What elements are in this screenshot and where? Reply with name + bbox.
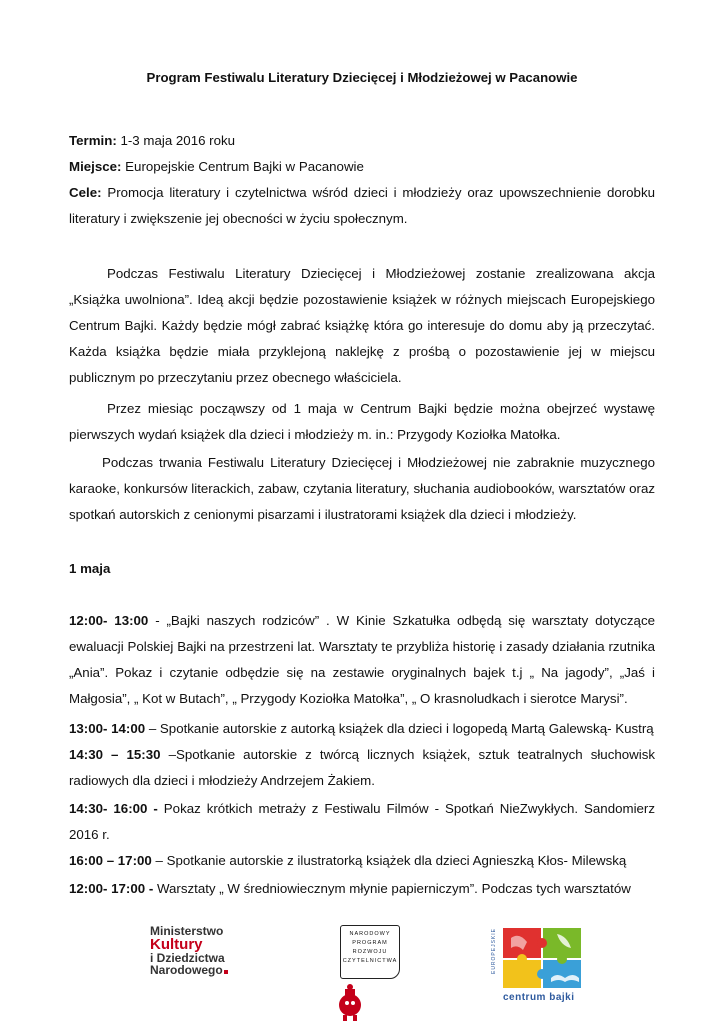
event-text: Warsztaty „ W średniowiecznym młynie papierniczym”. Podczas tych warsztatów	[153, 881, 631, 896]
event-item	[69, 742, 655, 794]
miejsce-line	[69, 154, 655, 180]
day-heading: 1 maja	[69, 561, 111, 576]
event-text: – Spotkanie autorskie z ilustratorką książek dla dzieci Agnieszką Kłos- Milewską	[151, 853, 627, 868]
logo-line: Kultury	[150, 936, 203, 953]
event-time: 12:00- 13:00	[69, 613, 149, 628]
paragraph-ksiazka-uwolniona: Podczas Festiwalu Literatury Dziecięcej i Młodzieżowej zostanie zrealizowana akcja „Książka uwolniona”. Ideą akcji będzie pozostawienie książek w różnych miejscach Europejskiego Centrum Bajki. Każdy będzie mógł zabrać książkę która go interesuje do domu aby ją przeczytać. Każda książka będzie miała przyklejoną naklejkę z prośbą o pozostawienie jej w miejscu publicznym po przeczytaniu przez obecnego właściciela.	[69, 266, 655, 385]
puzzle-icon	[501, 926, 585, 990]
logo-speech-bubble	[340, 925, 400, 979]
event-item	[69, 608, 655, 712]
figure-icon	[336, 979, 376, 1021]
paragraph-atrakcje: Podczas trwania Festiwalu Literatury Dziecięcej i Młodzieżowej nie zabraknie muzycznego karaoke, konkursów literackich, zabaw, czytania literatury, słuchania audiobooków, warsztatów oraz spotkań autorskich z cenionymi pisarzami i ilustratorami książek dla dzieci i młodzieży.	[69, 455, 655, 522]
event-text: –Spotkanie autorskie z twórcą licznych książek, sztuk teatralnych słuchowisk radiowych dla dzieci i młodzieży Andrzejem Żakiem.	[69, 747, 655, 788]
narodowy-program-rozwoju-czytelnictwa-logo	[336, 925, 416, 1021]
logo-line: Ministerstwo	[150, 924, 224, 938]
event-time: 12:00- 17:00 -	[69, 881, 154, 896]
event-item	[69, 876, 655, 902]
centrum-bajki-logo	[491, 922, 595, 1014]
cele-label: Cele:	[69, 185, 102, 200]
miejsce-label: Miejsce:	[69, 159, 122, 174]
event-time: 14:30- 16:00 -	[69, 801, 158, 816]
logo-label: centrum bajki	[503, 992, 575, 1003]
event-time: 16:00 – 17:00	[69, 853, 152, 868]
event-item	[69, 716, 655, 742]
event-time: 13:00- 14:00	[69, 721, 146, 736]
event-text: - „Bajki naszych rodziców” . W Kinie Szkatułka odbędą się warsztaty dotyczące ewaluacji Polskiej Bajki na przestrzeni lat. Warsztaty te przybliża historię i zasady działania rzutnika „Ania”. Pokaz i czytanie odbędzie się na zestawie oryginalnych bajek t.j „ Na jagody”, „Jaś i Małgosia”, „ Kot w Butach”, „ Przygody Koziołka Matołka”, „ O krasnoludkach i sierotce Marysi”.	[69, 613, 655, 706]
logo-line: Narodowego	[150, 964, 250, 976]
logo-line: CZYTELNICTWA	[342, 958, 398, 964]
event-text: – Spotkanie autorskie z autorką książek dla dzieci i logopedą Martą Galewską- Kustrą	[145, 721, 654, 736]
logo-line: PROGRAM	[352, 940, 388, 946]
event-item	[69, 848, 655, 874]
cele-paragraph	[69, 180, 655, 232]
cele-value: Promocja literatury i czytelnictwa wśród dzieci i młodzieży oraz upowszechnienie dorobku literatury i zwiększenie jej obecności w życiu społecznym.	[69, 185, 655, 226]
logo-line: NARODOWY	[349, 931, 391, 937]
event-time: 14:30 – 15:30	[69, 747, 161, 762]
logo-line: i Dziedzictwa	[150, 951, 225, 965]
event-text: Pokaz krótkich metraży z Festiwalu Filmów - Spotkań NieZwykłych. Sandomierz 2016 r.	[69, 801, 655, 842]
ministerstwo-kultury-logo	[150, 925, 250, 985]
termin-line	[69, 128, 655, 154]
miejsce-value: Europejskie Centrum Bajki w Pacanowie	[121, 159, 364, 174]
logo-vertical-text: EUROPEJSKIE	[491, 928, 497, 975]
paragraph-wystawa: Przez miesiąc począwszy od 1 maja w Centrum Bajki będzie można obejrzeć wystawę pierwszych wydań książek dla dzieci i młodzieży m. in.: Przygody Koziołka Matołka.	[69, 401, 655, 442]
logo-line: ROZWOJU	[352, 949, 388, 955]
termin-value: 1-3 maja 2016 roku	[116, 133, 236, 148]
termin-label: Termin:	[69, 133, 117, 148]
document-title: Program Festiwalu Literatury Dziecięcej i Młodzieżowej w Pacanowie	[146, 70, 578, 85]
event-item	[69, 796, 655, 848]
